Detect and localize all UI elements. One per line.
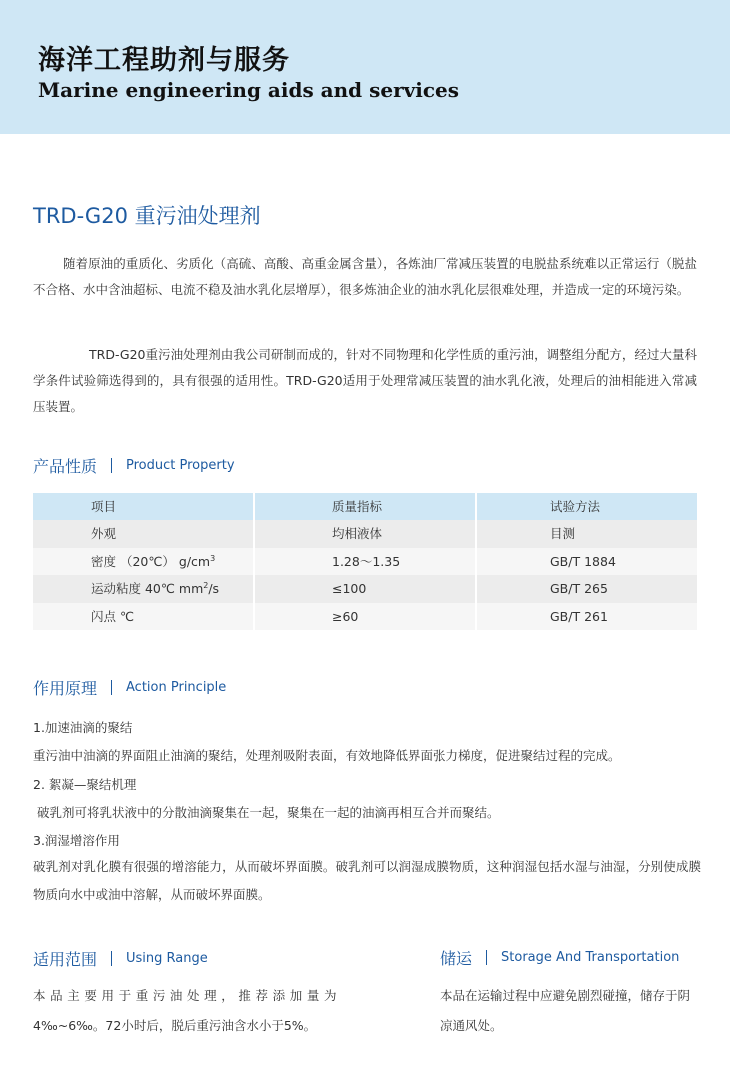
header-banner: [0, 0, 730, 134]
item-superscript: 3: [210, 553, 216, 563]
section-title-cn: 产品性质: [33, 457, 98, 476]
item-cell: 闪点 ℃: [33, 603, 253, 630]
product-description: TRD-G20重污油处理剂由我公司研制而成的，针对不同物理和化学性质的重污油，调整组分配方，经过大量科学条件试验筛选得到的，具有很强的适用性。TRD-G20适用于处理常减压装置的油水乳化液，处理后的油相能进入常减压装置。: [33, 347, 697, 414]
item-text: 运动粘度 40℃ mm: [91, 581, 204, 597]
item-cell: 外观: [33, 520, 253, 547]
principle-3-text: 破乳剂对乳化膜有很强的增溶能力，从而破坏界面膜。破乳剂可以润湿成膜物质，这种润湿包括水湿与油湿，分别使成膜物质向水中或油中溶解，从而破坏界面膜。: [33, 859, 701, 902]
section-title-en: Storage And Transportation: [501, 950, 680, 965]
method-cell: 目测: [477, 520, 697, 547]
table-row: [33, 548, 697, 575]
principle-1-title: 1.加速油滴的聚结: [33, 720, 133, 735]
spec-cell: ≥60: [255, 603, 475, 630]
item-superscript: 2: [203, 581, 209, 591]
column-header: 项目: [33, 493, 253, 520]
item-unit-tail: /s: [208, 581, 220, 597]
section-divider: [111, 951, 112, 966]
section-divider: [111, 680, 112, 695]
method-cell: GB/T 261: [477, 603, 697, 630]
section-title-en: Product Property: [126, 458, 235, 473]
section-divider: [486, 950, 487, 965]
item-cell: [33, 548, 253, 575]
section-divider: [111, 458, 112, 473]
banner-title-cn: 海洋工程助剂与服务: [38, 45, 290, 76]
section-title-cn: 储运: [440, 949, 473, 968]
storage-text: 本品在运输过程中应避免剧烈碰撞，储存于阴凉通风处。: [440, 988, 691, 1033]
action-principle-heading: [33, 676, 226, 699]
product-intro: 随着原油的重质化、劣质化（高硫、高酸、高重金属含量），各炼油厂常减压装置的电脱盐系统难以正常运行（脱盐不合格、水中含油超标、电流不稳及油水乳化层增厚），很多炼油企业的油水乳化层很难处理，并造成一定的环境污染。: [33, 256, 697, 297]
product-property-heading: [33, 454, 235, 477]
spec-cell: ≤100: [255, 575, 475, 602]
table-row: [33, 603, 697, 630]
storage-heading: [440, 946, 679, 969]
principle-3-title: 3.润湿增溶作用: [33, 833, 120, 848]
section-title-cn: 适用范围: [33, 950, 98, 969]
principle-2-title: 2. 絮凝—聚结机理: [33, 777, 137, 792]
section-title-cn: 作用原理: [33, 679, 98, 698]
using-range-text-line1: 本品主要用于重污油处理，推荐添加量为: [33, 988, 338, 1003]
table-header-row: [33, 493, 697, 520]
property-table: [33, 493, 697, 630]
principle-1-text: 重污油中油滴的界面阻止油滴的聚结，处理剂吸附表面，有效地降低界面张力梯度，促进聚结过程的完成。: [33, 748, 621, 763]
column-header: 试验方法: [477, 493, 697, 520]
using-range-text-line2: 4‰~6‰。72小时后，脱后重污油含水小于5%。: [33, 1018, 317, 1033]
table-row: [33, 575, 697, 602]
item-text: 密度 （20℃） g/cm: [91, 553, 211, 569]
table-row: [33, 520, 697, 547]
section-title-en: Using Range: [126, 951, 208, 966]
method-cell: GB/T 265: [477, 575, 697, 602]
product-title: TRD-G20 重污油处理剂: [33, 204, 261, 228]
spec-cell: 1.28～1.35: [255, 548, 475, 575]
section-title-en: Action Principle: [126, 680, 227, 695]
principle-2-text: 破乳剂可将乳状液中的分散油滴聚集在一起，聚集在一起的油滴再相互合并而聚结。: [33, 805, 500, 820]
method-cell: GB/T 1884: [477, 548, 697, 575]
spec-cell: 均相液体: [255, 520, 475, 547]
banner-title-en: Marine engineering aids and services: [38, 78, 460, 102]
item-cell: [33, 575, 253, 602]
using-range-heading: [33, 947, 208, 970]
column-header: 质量指标: [255, 493, 475, 520]
